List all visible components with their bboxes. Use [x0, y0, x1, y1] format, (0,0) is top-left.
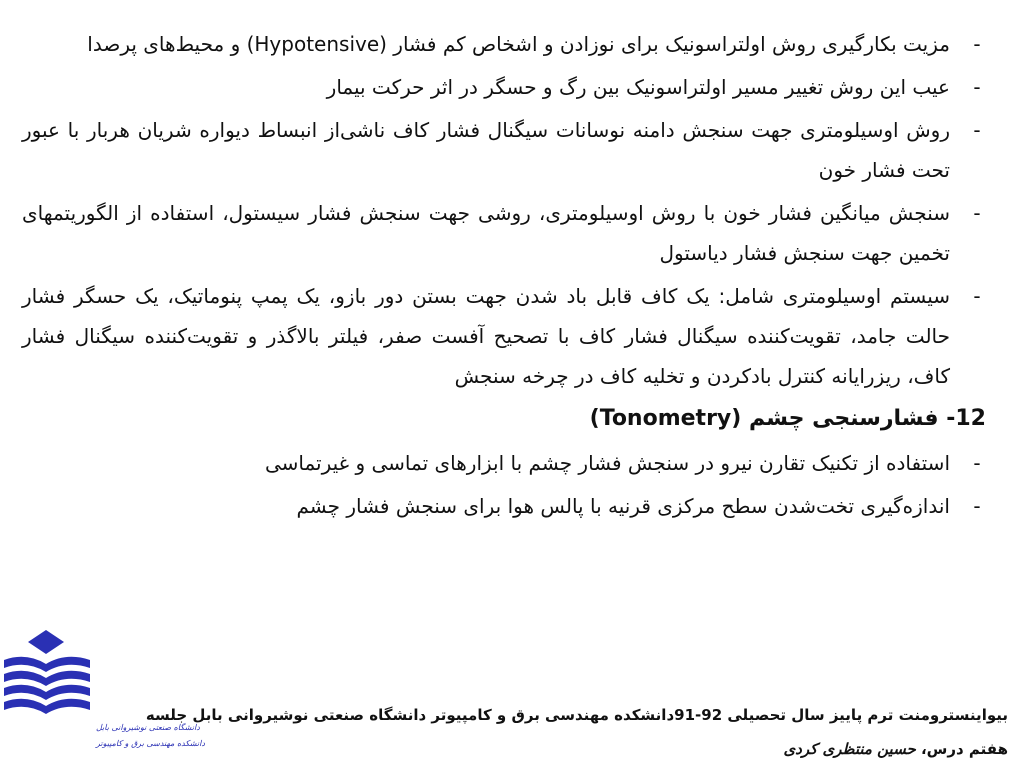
- bullet-dash: -: [973, 75, 981, 99]
- bullet-oscillometry-system: - سیستم اوسیلومتری شامل: یک کاف قابل باد شدن جهت بستن دور بازو، یک پمپ پنوماتیک، یک حسگر فشار حالت جامد، تقویت‌کننده سیگنال فشار کاف با تصحیح آفست صفر، فیلتر بالاگذر و تقویت‌کننده سیگنال فشار کاف، ریزرایانه کنترل بادکردن و تخلیه کاف در چرخه سنجش: [22, 276, 992, 396]
- footer-session-line: [118, 732, 1008, 766]
- section-heading-tonometry: 12- فشارسنجی چشم (Tonometry): [589, 406, 986, 431]
- bullet-dash: -: [973, 451, 981, 475]
- bullet-dash: -: [973, 494, 981, 518]
- bullet-air-puff: - اندازه‌گیری تخت‌شدن سطح مرکزی قرنیه با پالس هوا برای سنجش فشار چشم: [22, 486, 992, 526]
- bullet-dash: -: [973, 32, 981, 56]
- bullet-force-balance: - استفاده از تکنیک تقارن نیرو در سنجش فشار چشم با ابزارهای تماسی و غیرتماسی: [22, 443, 992, 483]
- university-logo: [0, 630, 205, 768]
- bullet-mean-pressure: - سنجش میانگین فشار خون با روش اوسیلومتری، روشی جهت سنجش فشار سیستول، استفاده از الگوریتمهای تخمین جهت سنجش فشار دیاستول: [22, 193, 992, 273]
- footer-author: حسین منتظری کردی: [783, 740, 916, 758]
- bullet-ultrasonic-drawback: - عیب این روش تغییر مسیر اولتراسونیک بین رگ و حسگر در اثر حرکت بیمار: [22, 67, 992, 107]
- book-logo-icon: [0, 630, 205, 768]
- footer-course-info: بیواینسترومنت ترم پاییز سال تحصیلی 92-91دانشکده مهندسی برق و کامپیوتر دانشگاه صنعتی نوشیروانی بابل جلسه: [145, 706, 1008, 724]
- logo-faculty-text: دانشکده مهندسی برق و کامپیوتر: [96, 739, 205, 748]
- bullet-dash: -: [973, 284, 981, 308]
- bullet-dash: -: [973, 118, 981, 142]
- slide-content: [22, 24, 992, 529]
- slide-footer: [118, 698, 1008, 766]
- bullet-oscillometry-method: - روش اوسیلومتری جهت سنجش دامنه نوسانات سیگنال فشار کاف ناشی‌از انبساط دیواره شریان هربار با عبور تحت فشار خون: [22, 110, 992, 190]
- logo-university-text: دانشگاه صنعتی نوشیروانی بابل: [96, 723, 200, 732]
- footer-session-prefix: هفتم درس،: [915, 740, 1008, 758]
- bullet-ultrasonic-advantage: - مزیت بکارگیری روش اولتراسونیک برای نوزادن و اشخاص کم فشار (Hypotensive) و محیط‌های پرصدا: [22, 24, 992, 64]
- bullet-dash: -: [973, 201, 981, 225]
